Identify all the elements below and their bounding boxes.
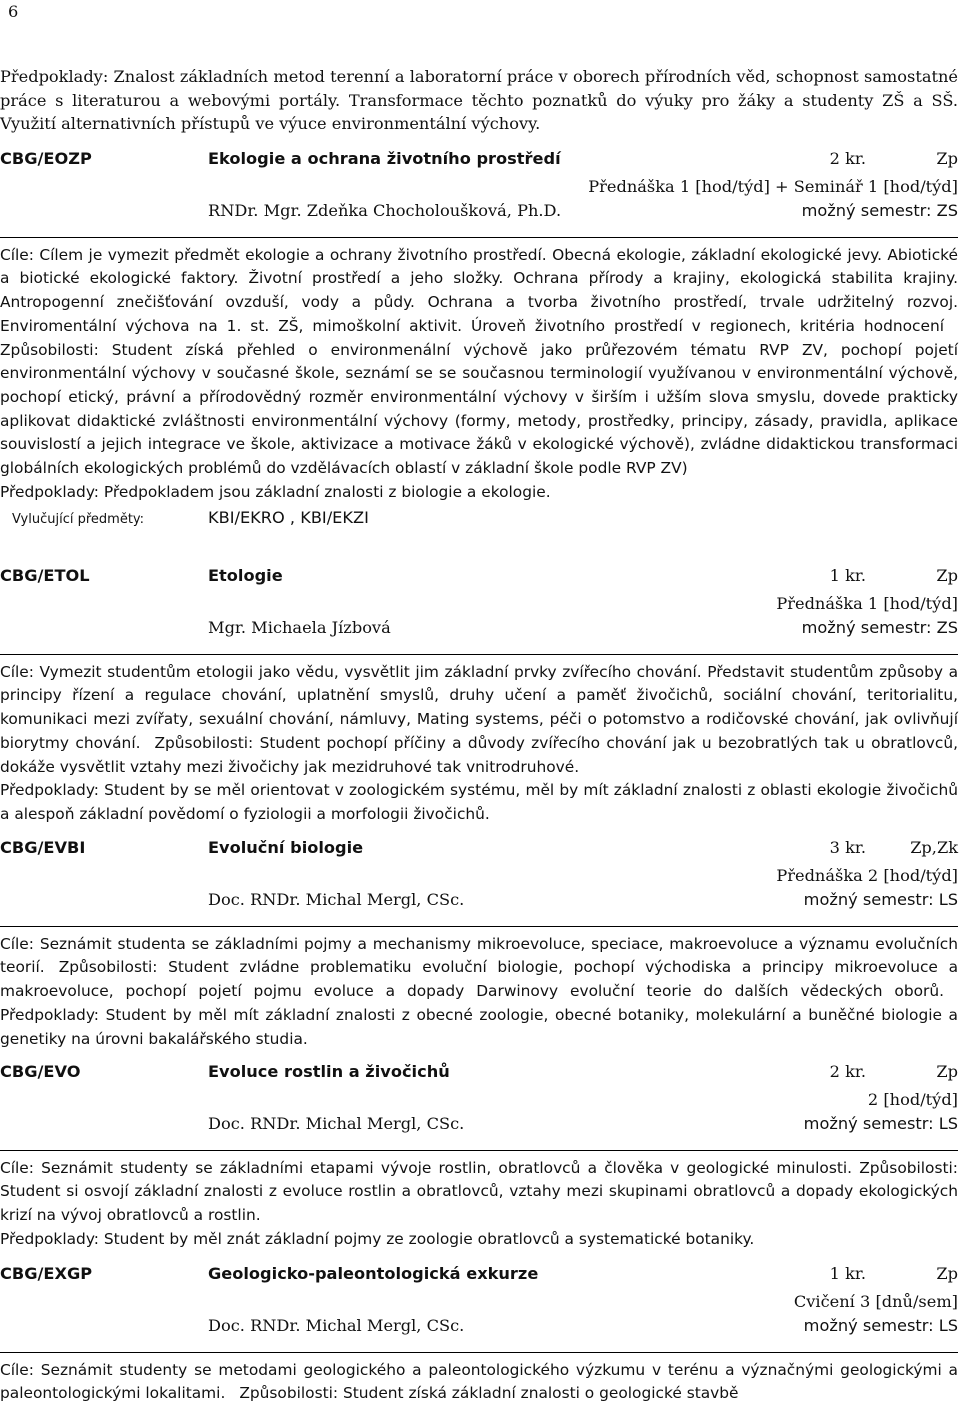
course-code: CBG/EVBI [0,838,86,857]
course-header-row [0,1262,958,1290]
course-goals: Cíle: Vymezit studentům etologii jako vědu, vysvětlit jim základní prvky zvířecího chování. Představit studentům způsoby a principy řízení a regulace chování, uplatnění smyslů, druhy učení a paměť živočichů, sociální chování, teritorialitu, komunikaci mezi zvířaty, sexuální chování, námluvy, Mating systems, péči o potomstvo a rodičovské chování, jak ovlivňují biorytmy chování. [0,662,958,752]
course-teacher-row [0,616,958,644]
divider [0,926,958,927]
course-header-row [0,836,958,864]
excluded-courses-value: KBI/EKRO , KBI/EKZI [208,508,369,528]
course-description [0,1359,958,1406]
course-code: CBG/EOZP [0,149,92,168]
excluded-courses-row [0,506,958,530]
course-hours: 2 [hod/týd] [867,1090,958,1109]
course-semester: možný semestr: LS [803,1315,958,1335]
course-block [0,564,958,827]
divider [0,654,958,655]
course-credits: 1 kr. [829,1264,866,1283]
course-header-row [0,564,958,592]
excluded-courses-label: Vylučující předměty: [12,512,145,528]
course-skills: Způsobilosti: Student pochopí příčiny a důvody zvířecího chování jak u bezobratlých tak u obratlovců, dokáže vysvětlit vztahy mezi živočichy jak mezidruhové tak vnitrodruhové. [0,733,958,776]
course-goals: Cíle: Seznámit studenty se metodami geologického a paleontologického výzkumu v terénu a význačnými geologickými a paleontologickými lokalitami. [0,1360,958,1403]
course-prerequisites: Předpoklady: Student by měl mít základní znalosti z obecné zoologie, obecné botaniky, molekulární a buněčné biologie a genetiky na úrovni bakalářského studia. [0,1005,958,1048]
course-credits: 2 kr. [829,149,866,168]
course-code: CBG/EVO [0,1062,81,1081]
course-teacher-row [0,199,958,227]
course-block [0,836,958,1051]
course-skills: Způsobilosti: Student si osvojí základní znalosti z evoluce rostlin a obratlovců, vztahy mezi skupinami obratlovců a dopady ekologických krizí na vývoj obratlovců a rostlin. [0,1158,958,1225]
course-semester: možný semestr: LS [803,889,958,909]
course-exam: Zp [936,1264,958,1283]
intro-paragraph: Předpoklady: Znalost základních metod terenní a laboratorní práce v oborech přírodních věd, schopnost samostatné práce s literaturou a webovými portály. Transformace těchto poznatků do výuky pro žáky a studenty ZŠ a SŠ. Využití alternativních přístupů ve výuce environmentální výchovy. [0,67,958,134]
course-description [0,244,958,481]
course-credits: 2 kr. [829,1062,866,1081]
course-code: CBG/ETOL [0,566,90,585]
course-teacher: Doc. RNDr. Michal Mergl, CSc. [208,889,465,909]
course-teacher: Doc. RNDr. Michal Mergl, CSc. [208,1113,465,1133]
course-exam: Zp [936,149,958,168]
course-goals: Cíle: Cílem je vymezit předmět ekologie a ochrany životního prostředí. Obecná ekologie, základní ekologické jevy. Abiotické a biotické ekologické faktory. Životní prostředí a jeho složky. Ochrana přírody a krajiny, ekologická stabilita krajiny. Antropogenní znečišťování ovzduší, vody a půdy. Ochrana a tvorba životního prostředí, trvale udržitelný rozvoj. Enviromentální výchova na 1. st. ZŠ, mimoškolní aktivit. Úroveň životního prostředí v regionech, kritéria hodnocení [0,245,958,335]
course-teacher: Doc. RNDr. Michal Mergl, CSc. [208,1315,465,1335]
course-title: Ekologie a ochrana životního prostředí [208,149,561,168]
course-teacher-row [0,888,958,916]
course-prerequisites: Předpoklady: Student by se měl orientovat v zoologickém systému, měl by mít základní znalosti z oblasti ekologie živočichů a alespoň základní povědomí o fyziologii a morfologii živočichů. [0,781,958,823]
course-block [0,1060,958,1252]
course-hours: Cvičení 3 [dnů/sem] [793,1292,958,1311]
course-exam: Zp,Zk [910,838,958,857]
divider [0,237,958,238]
course-hours-row [0,175,958,199]
course-code: CBG/EXGP [0,1264,93,1283]
course-title: Evoluce rostlin a živočichů [208,1062,450,1081]
course-semester: možný semestr: LS [803,1113,958,1133]
course-hours-row [0,864,958,888]
course-title: Etologie [208,566,283,585]
course-skills: Způsobilosti: Student zvládne problematiku evoluční biologie, pochopí východiska a principy mikroevoluce a makroevoluce, pochopí pojetí pojmu evoluce a dopady Darwinovy evoluční teorie do dalších vědeckých oborů. [0,958,958,1001]
course-credits: 1 kr. [829,566,866,585]
course-description [0,661,958,780]
divider [0,1352,958,1353]
course-teacher-row [0,1112,958,1140]
course-hours: Přednáška 1 [hod/týd] [776,594,958,613]
course-hours: Přednáška 2 [hod/týd] [776,866,958,885]
course-hours-row [0,592,958,616]
course-semester: možný semestr: ZS [801,617,958,637]
course-header-row [0,147,958,175]
course-prerequisites: Předpoklady: Předpokladem jsou základní znalosti z biologie a ekologie. [0,482,551,501]
course-description [0,933,958,1052]
course-header-row [0,1060,958,1088]
course-credits: 3 kr. [829,838,866,857]
course-prerequisites: Předpoklady: Student by měl znát základní pojmy ze zoologie obratlovců a systematické botaniky. [0,1229,755,1248]
course-title: Geologicko-paleontologická exkurze [208,1264,539,1283]
course-block [0,147,958,530]
course-teacher-row [0,1314,958,1342]
course-block [0,1262,958,1406]
course-hours-row [0,1290,958,1314]
course-exam: Zp [936,566,958,585]
course-teacher: RNDr. Mgr. Zdeňka Chocholoušková, Ph.D. [208,200,562,220]
page-number: 6 [8,2,19,21]
course-teacher: Mgr. Michaela Jízbová [208,617,391,637]
course-goals: Cíle: Seznámit studenta se základními pojmy a mechanismy mikroevoluce, speciace, makroevoluce a významu evolučních teorií. [0,934,958,977]
course-exam: Zp [936,1062,958,1081]
course-goals: Cíle: Seznámit studenty se základními etapami vývoje rostlin, obratlovců a člověka v geologické minulosti. [0,1158,853,1177]
course-hours: Přednáška 1 [hod/týd] + Seminář 1 [hod/týd] [588,177,958,196]
course-skills: Způsobilosti: Student získá základní znalosti o geologické stavbě [239,1384,739,1403]
course-description [0,1157,958,1228]
course-title: Evoluční biologie [208,838,364,857]
course-hours-row [0,1088,958,1112]
course-skills: Způsobilosti: Student získá přehled o environmenální výchově jako průřezovém tématu RVP ZV, pochopí pojetí environmentální výchovy v současné škole, seznámí se se současnou terminologií využívanou v environmentální výchově, pochopí etický, právní a přírodovědný rozměr environmentální výchovy v širším i užším slova smyslu, dovede prakticky aplikovat didaktické zvláštnosti environmentální výchovy (formy, metody, prostředky, principy, zásady, pravidla, aplikace souvislostí a jejich integrace ve škole, aktivizace a motivace žáků v ekologické výchově), zvládne didaktickou transformaci globálních ekologických problémů do vzdělávacích oblastí v základní škole podle RVP ZV) [0,340,958,478]
divider [0,1150,958,1151]
course-semester: možný semestr: ZS [801,200,958,220]
